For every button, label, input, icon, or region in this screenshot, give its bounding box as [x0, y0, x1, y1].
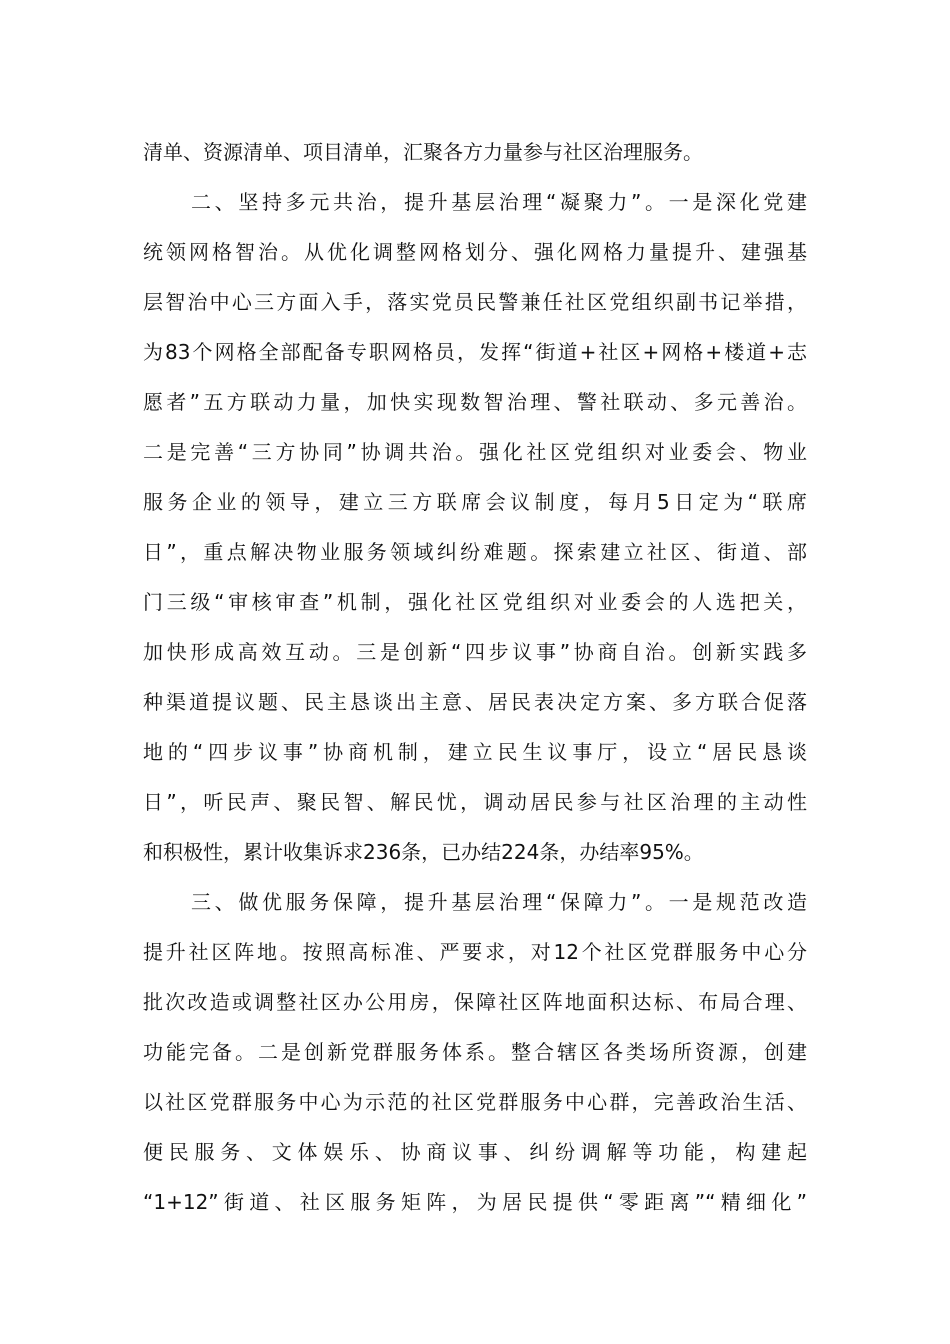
text-line: 便民服务、文体娱乐、协商议事、纠纷调解等功能，构建起 — [143, 1140, 807, 1164]
text-line: 加快形成高效互动。三是创新“四步议事”协商自治。创新实践多 — [143, 640, 807, 664]
text-line: 为83个网格全部配备专职网格员，发挥“街道+社区+网格+楼道+志 — [143, 340, 807, 364]
text-line: 种渠道提议题、民主恳谈出主意、居民表决定方案、多方联合促落 — [143, 690, 807, 714]
text-line: 提升社区阵地。按照高标准、严要求，对12个社区党群服务中心分 — [143, 940, 807, 964]
text-line: 三、做优服务保障，提升基层治理“保障力”。一是规范改造 — [191, 890, 807, 914]
text-line: 清单、资源清单、项目清单，汇聚各方力量参与社区治理服务。 — [143, 140, 703, 164]
document-body — [143, 127, 807, 1227]
text-line: “1+12”街道、社区服务矩阵，为居民提供“零距离”“精细化” — [143, 1190, 807, 1214]
text-line: 日”，重点解决物业服务领域纠纷难题。探索建立社区、街道、部 — [143, 540, 807, 564]
text-line: 二、坚持多元共治，提升基层治理“凝聚力”。一是深化党建 — [191, 190, 807, 214]
text-line: 功能完备。二是创新党群服务体系。整合辖区各类场所资源，创建 — [143, 1040, 807, 1064]
text-line: 以社区党群服务中心为示范的社区党群服务中心群，完善政治生活、 — [143, 1090, 807, 1114]
text-line: 地的“四步议事”协商机制，建立民生议事厅，设立“居民恳谈 — [143, 740, 807, 764]
text-line: 愿者”五方联动力量，加快实现数智治理、警社联动、多元善治。 — [143, 390, 807, 414]
text-line: 和积极性，累计收集诉求236条，已办结224条，办结率95%。 — [143, 840, 704, 864]
text-line: 统领网格智治。从优化调整网格划分、强化网格力量提升、建强基 — [143, 240, 807, 264]
text-line: 日”，听民声、聚民智、解民忧，调动居民参与社区治理的主动性 — [143, 790, 807, 814]
text-line: 二是完善“三方协同”协调共治。强化社区党组织对业委会、物业 — [143, 440, 807, 464]
text-line: 服务企业的领导，建立三方联席会议制度，每月5日定为“联席 — [143, 490, 807, 514]
text-line: 层智治中心三方面入手，落实党员民警兼任社区党组织副书记举措， — [143, 290, 807, 314]
text-line: 批次改造或调整社区办公用房，保障社区阵地面积达标、布局合理、 — [143, 990, 807, 1014]
text-line: 门三级“审核审查”机制，强化社区党组织对业委会的人选把关， — [143, 590, 807, 614]
